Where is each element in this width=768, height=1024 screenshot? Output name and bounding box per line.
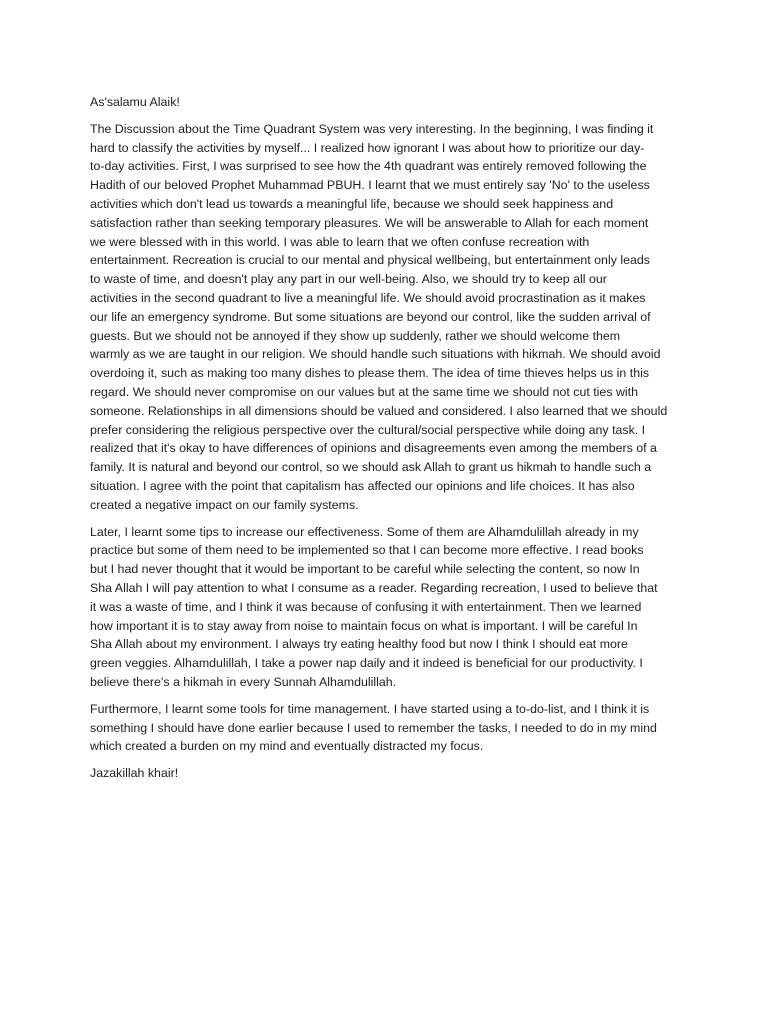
text-line: how important it is to stay away from noise to maintain focus on what is important. I will be careful In: [90, 618, 638, 633]
text-line: situation. I agree with the point that capitalism has affected our opinions and life choices. It has also: [90, 478, 635, 493]
text-line: created a negative impact on our family systems.: [90, 497, 359, 512]
closing: Jazakillah khair!: [90, 766, 179, 781]
text-line: practice but some of them need to be implemented so that I can become more effective. I read books: [90, 543, 644, 558]
text-line: family. It is natural and beyond our control, so we should ask Allah to grant us hikmah to handle such a: [90, 460, 652, 475]
text-line: guests. But we should not be annoyed if they show up suddenly, rather we should welcome them: [90, 328, 621, 343]
text-line: to-day activities. First, I was surprised to see how the 4th quadrant was entirely removed following the: [90, 159, 647, 174]
text-line: to waste of time, and doesn't play any part in our well-being. Also, we should try to keep all our: [90, 272, 607, 287]
text-line: entertainment. Recreation is crucial to our mental and physical wellbeing, but entertainment only leads: [90, 253, 650, 268]
paragraph: [90, 700, 682, 756]
text-line: Sha Allah I will pay attention to what I consume as a reader. Regarding recreation, I used to believe that: [90, 580, 658, 595]
text-line: green veggies. Alhamdulillah, I take a power nap daily and it indeed is beneficial for our productivity. I: [90, 656, 643, 671]
text-line: Later, I learnt some tips to increase our effectiveness. Some of them are Alhamdulillah already in my: [90, 524, 639, 539]
text-line: regard. We should never compromise on our values but at the same time we should not cut ties with: [90, 384, 638, 399]
text-line: activities which don't lead us towards a meaningful life, because we should seek happiness and: [90, 196, 614, 211]
text-line: someone. Relationships in all dimensions should be valued and considered. I also learned that we should: [90, 403, 668, 418]
document-body: [90, 93, 682, 783]
text-line: activities in the second quadrant to live a meaningful life. We should avoid procrastination as it makes: [90, 290, 646, 305]
text-line: but I had never thought that it would be important to be careful while selecting the content, so now In: [90, 562, 640, 577]
paragraph: [90, 120, 682, 515]
text-line: something I should have done earlier because I used to remember the tasks, I needed to do in my mind: [90, 720, 657, 735]
text-line: realized that it's okay to have differences of opinions and disagreements even among the members of a: [90, 441, 657, 456]
text-line: satisfaction rather than seeking temporary pleasures. We will be answerable to Allah for each moment: [90, 215, 649, 230]
text-line: it was a waste of time, and I think it was because of confusing it with entertainment. Then we learned: [90, 599, 642, 614]
text-line: overdoing it, such as making too many dishes to please them. The idea of time thieves helps us in this: [90, 366, 650, 381]
text-line: The Discussion about the Time Quadrant System was very interesting. In the beginning, I was finding it: [90, 121, 654, 136]
paragraph: [90, 523, 682, 692]
text-line: we were blessed with in this world. I was able to learn that we often confuse recreation with: [90, 234, 590, 249]
text-line: our life an emergency syndrome. But some situations are beyond our control, like the sudden arrival of: [90, 309, 651, 324]
greeting: As'salamu Alaik!: [90, 95, 180, 109]
text-line: Hadith of our beloved Prophet Muhammad PBUH. I learnt that we must entirely say 'No' to the useless: [90, 178, 650, 193]
paragraphs: [90, 120, 682, 756]
text-line: which created a burden on my mind and eventually distracted my focus.: [90, 739, 484, 754]
text-line: believe there's a hikmah in every Sunnah Alhamdulillah.: [90, 674, 397, 689]
text-line: warmly as we are taught in our religion. We should handle such situations with hikmah. We should avoid: [90, 347, 661, 362]
text-line: hard to classify the activities by myself... I realized how ignorant I was about how to prioritize our day-: [90, 140, 645, 155]
text-line: Sha Allah about my environment. I always try eating healthy food but now I think I should eat more: [90, 637, 628, 652]
text-line: Furthermore, I learnt some tools for time management. I have started using a to-do-list, and I think it is: [90, 701, 650, 716]
text-line: prefer considering the religious perspective over the cultural/social perspective while doing any task. I: [90, 422, 646, 437]
